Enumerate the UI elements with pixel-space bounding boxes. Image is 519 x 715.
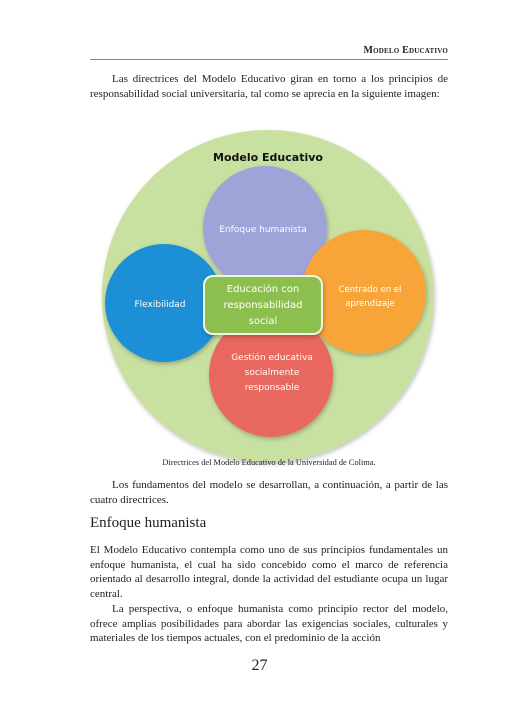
label-enfoque-humanista: Enfoque humanista [219, 225, 307, 235]
label-gestion-3: responsable [244, 383, 300, 393]
diagram-title: Modelo Educativo [213, 151, 323, 164]
label-gestion-1: Gestión educativa [231, 353, 313, 363]
label-gestion-2: socialmente [244, 368, 300, 378]
paragraph-enfoque: El Modelo Educativo contempla como uno de sus principios fundamentales un enfoque humanista, el cual ha sido concebido como el marco de referencia orientado al desarrollo integral, donde la actividad del estudiante ocupa un lugar central. [90, 544, 448, 600]
label-center-2: responsabilidad [223, 300, 303, 311]
intro-paragraph: Las directrices del Modelo Educativo giran en torno a los principios de responsabilidad social universitaria, tal como se aprecia en la siguiente imagen: [90, 73, 448, 100]
label-center-3: social [248, 316, 278, 327]
figure-caption: Directrices del Modelo Educativo de la Universidad de Colima. [162, 458, 376, 467]
paragraph-perspectiva: La perspectiva, o enfoque humanista como principio rector del modelo, ofrece amplias posibilidades para abordar las exigencias sociales, culturales y materiales de los tiempos actuales, con el predominio de la acción [90, 603, 448, 644]
label-centrado-2: aprendizaje [345, 299, 395, 309]
section-heading: Enfoque humanista [90, 515, 207, 531]
running-head: Modelo Educativo [363, 45, 448, 56]
label-flexibilidad: Flexibilidad [134, 300, 186, 310]
label-centrado-1: Centrado en el [338, 285, 402, 295]
paragraph-fundamentos: Los fundamentos del modelo se desarrollan, a continuación, a partir de las cuatro directrices. [90, 479, 448, 506]
page-number: 27 [251, 657, 268, 674]
label-center-1: Educación con [226, 284, 300, 295]
